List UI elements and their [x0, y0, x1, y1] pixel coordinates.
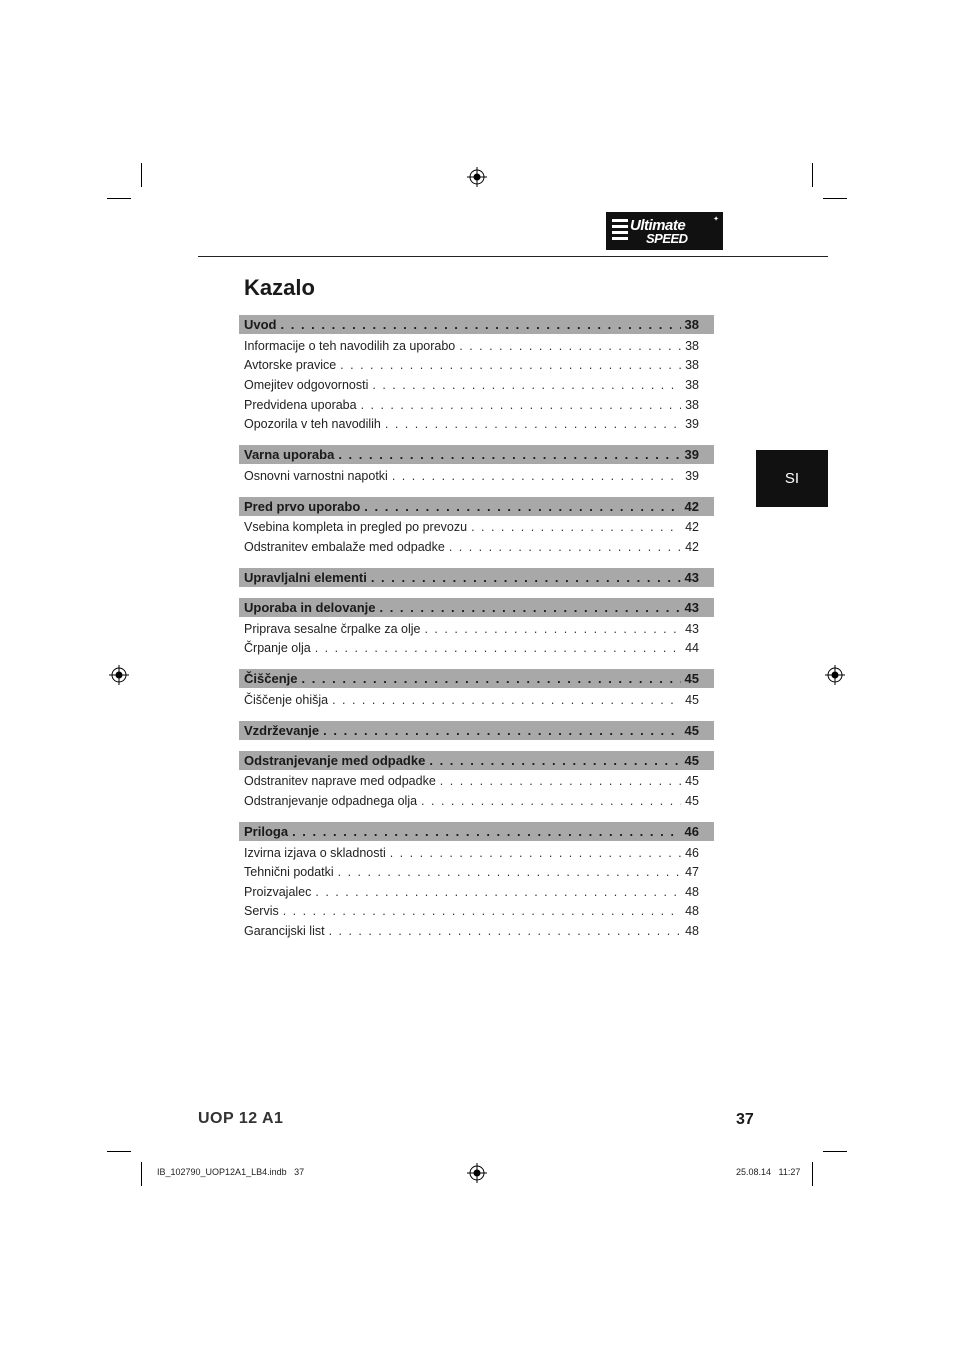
- toc-entry[interactable]: [239, 772, 714, 792]
- model-number: UOP 12 A1: [198, 1110, 284, 1127]
- page-number: 37: [736, 1111, 754, 1128]
- toc-leader-dots: [392, 469, 681, 483]
- toc-entry[interactable]: [239, 375, 714, 395]
- toc-leader-dots: [338, 447, 680, 462]
- toc-entry-page: 39: [685, 468, 699, 483]
- crop-mark: [823, 198, 847, 199]
- toc-section-page: 45: [684, 752, 699, 768]
- toc-section-page: 38: [684, 317, 699, 332]
- toc-section-heading[interactable]: [239, 721, 714, 740]
- toc-leader-dots: [340, 358, 681, 372]
- toc-section-title: Upravljalni elementi: [244, 569, 367, 585]
- toc-section-title: Čiščenje: [244, 670, 298, 686]
- toc-leader-dots: [424, 622, 681, 636]
- registration-mark-icon: [109, 665, 129, 685]
- toc-section-title: Varna uporaba: [244, 446, 335, 462]
- toc-section-title: Vzdrževanje: [244, 722, 320, 738]
- toc-leader-dots: [338, 865, 681, 879]
- toc-entry-page: 48: [685, 884, 699, 899]
- toc-entry-label: Čiščenje ohišja: [244, 692, 329, 707]
- toc-leader-dots: [459, 339, 681, 353]
- toc-section-title: Uvod: [244, 317, 277, 332]
- toc-leader-dots: [379, 600, 680, 615]
- toc-section-page: 39: [684, 446, 699, 462]
- toc-entry-page: 47: [685, 865, 699, 880]
- toc-section-heading[interactable]: [239, 568, 714, 587]
- logo-text-line1: Ultimate: [630, 217, 686, 234]
- toc-entry-label: Vsebina kompleta in pregled po prevozu: [244, 520, 468, 535]
- toc-leader-dots: [429, 753, 680, 768]
- toc-leader-dots: [315, 885, 681, 899]
- toc-entry-label: Informacije o teh navodilih za uporabo: [244, 338, 456, 353]
- toc-entry-list: [239, 770, 714, 811]
- toc-leader-dots: [329, 924, 682, 938]
- toc-entry[interactable]: [239, 395, 714, 415]
- print-date-info: 25.08.14 11:27: [736, 1167, 801, 1177]
- table-of-contents: [239, 315, 714, 941]
- toc-entry-label: Odstranitev embalaže med odpadke: [244, 539, 445, 554]
- toc-entry-label: Servis: [244, 904, 279, 919]
- language-tab: [756, 450, 828, 507]
- toc-leader-dots: [471, 520, 681, 534]
- toc-entry-label: Izvirna izjava o skladnosti: [244, 845, 386, 860]
- toc-leader-dots: [364, 499, 680, 514]
- toc-entry[interactable]: [239, 619, 714, 639]
- toc-entry[interactable]: [239, 690, 714, 710]
- toc-leader-dots: [292, 824, 680, 839]
- toc-entry-list: [239, 464, 714, 486]
- toc-entry-label: Predvidena uporaba: [244, 397, 357, 412]
- crop-mark: [141, 1162, 142, 1186]
- toc-leader-dots: [283, 904, 681, 918]
- toc-entry-page: 38: [685, 377, 699, 392]
- toc-leader-dots: [421, 794, 681, 808]
- toc-entry[interactable]: [239, 882, 714, 902]
- toc-entry-page: 38: [685, 358, 699, 373]
- toc-entry-page: 48: [685, 923, 699, 938]
- toc-leader-dots: [390, 846, 681, 860]
- toc-entry-label: Priprava sesalne črpalke za olje: [244, 621, 421, 636]
- crop-mark: [107, 198, 131, 199]
- toc-entry[interactable]: [239, 414, 714, 434]
- toc-entry-page: 45: [685, 692, 699, 707]
- toc-entry[interactable]: [239, 902, 714, 922]
- toc-leader-dots: [361, 398, 682, 412]
- toc-entry[interactable]: [239, 356, 714, 376]
- print-file-info: IB_102790_UOP12A1_LB4.indb 37: [157, 1167, 305, 1177]
- crop-mark: [823, 1151, 847, 1152]
- toc-section-page: 42: [684, 498, 699, 514]
- toc-leader-dots: [372, 378, 681, 392]
- toc-leader-dots: [281, 317, 681, 332]
- toc-entry[interactable]: [239, 921, 714, 941]
- toc-entry-label: Odstranitev naprave med odpadke: [244, 774, 436, 789]
- toc-entry-label: Osnovni varnostni napotki: [244, 468, 388, 483]
- toc-entry[interactable]: [239, 638, 714, 658]
- toc-entry-label: Črpanje olja: [244, 641, 311, 656]
- toc-entry-page: 45: [685, 774, 699, 789]
- toc-section-heading[interactable]: [239, 497, 714, 516]
- toc-entry[interactable]: [239, 791, 714, 811]
- toc-entry-page: 38: [685, 338, 699, 353]
- toc-leader-dots: [371, 570, 681, 585]
- toc-leader-dots: [449, 540, 681, 554]
- toc-entry-page: 38: [685, 397, 699, 412]
- toc-entry[interactable]: [239, 843, 714, 863]
- toc-section-heading[interactable]: [239, 751, 714, 770]
- crop-mark: [141, 163, 142, 187]
- toc-section-title: Pred prvo uporabo: [244, 498, 361, 514]
- language-tab-label: SI: [784, 470, 800, 487]
- toc-entry-page: 39: [685, 417, 699, 432]
- toc-entry-label: Odstranjevanje odpadnega olja: [244, 793, 418, 808]
- crop-mark: [812, 1162, 813, 1186]
- toc-leader-dots: [301, 671, 680, 686]
- brand-logo: [606, 212, 723, 250]
- crop-mark: [107, 1151, 131, 1152]
- toc-entry-label: Proizvajalec: [244, 884, 312, 899]
- registration-mark-icon: [825, 665, 845, 685]
- toc-section-title: Uporaba in delovanje: [244, 599, 376, 615]
- logo-star-icon: ✦: [713, 216, 719, 223]
- toc-section-heading[interactable]: [239, 315, 714, 334]
- toc-entry-list: [239, 617, 714, 658]
- toc-section-page: 46: [684, 823, 699, 839]
- toc-entry[interactable]: [239, 466, 714, 486]
- toc-entry-list: [239, 688, 714, 710]
- toc-leader-dots: [332, 693, 681, 707]
- toc-leader-dots: [315, 641, 681, 655]
- toc-entry[interactable]: [239, 862, 714, 882]
- toc-entry-list: [239, 334, 714, 434]
- toc-entry-page: 45: [685, 793, 699, 808]
- toc-section-heading[interactable]: [239, 445, 714, 464]
- toc-entry-label: Opozorila v teh navodilih: [244, 417, 381, 432]
- toc-entry-page: 46: [685, 845, 699, 860]
- toc-entry-label: Avtorske pravice: [244, 358, 337, 373]
- toc-section-heading[interactable]: [239, 822, 714, 841]
- toc-section-page: 45: [684, 670, 699, 686]
- registration-mark-icon: [467, 1163, 487, 1183]
- crop-mark: [812, 163, 813, 187]
- toc-section-heading[interactable]: [239, 669, 714, 688]
- logo-stripes-icon: [612, 219, 628, 243]
- toc-entry-page: 48: [685, 904, 699, 919]
- toc-entry[interactable]: [239, 537, 714, 557]
- toc-entry-page: 44: [685, 641, 699, 656]
- page-title: Kazalo: [244, 275, 315, 300]
- header-rule: [198, 256, 828, 257]
- registration-mark-icon: [467, 167, 487, 187]
- toc-section-title: Priloga: [244, 823, 289, 839]
- toc-entry-label: Omejitev odgovornosti: [244, 377, 369, 392]
- toc-entry-list: [239, 516, 714, 557]
- toc-section-title: Odstranjevanje med odpadke: [244, 752, 426, 768]
- toc-entry[interactable]: [239, 518, 714, 538]
- toc-section-page: 45: [684, 722, 699, 738]
- toc-entry-list: [239, 841, 714, 941]
- toc-leader-dots: [440, 774, 681, 788]
- toc-section-heading[interactable]: [239, 598, 714, 617]
- toc-entry-label: Tehnični podatki: [244, 865, 334, 880]
- toc-entry-page: 42: [685, 520, 699, 535]
- toc-entry[interactable]: [239, 336, 714, 356]
- toc-leader-dots: [385, 417, 681, 431]
- toc-entry-label: Garancijski list: [244, 923, 325, 938]
- toc-section-page: 43: [684, 599, 699, 615]
- logo-text-line2: SPEED: [646, 231, 688, 246]
- toc-entry-page: 43: [685, 621, 699, 636]
- toc-leader-dots: [323, 723, 680, 738]
- toc-entry-page: 42: [685, 539, 699, 554]
- toc-section-page: 43: [684, 569, 699, 585]
